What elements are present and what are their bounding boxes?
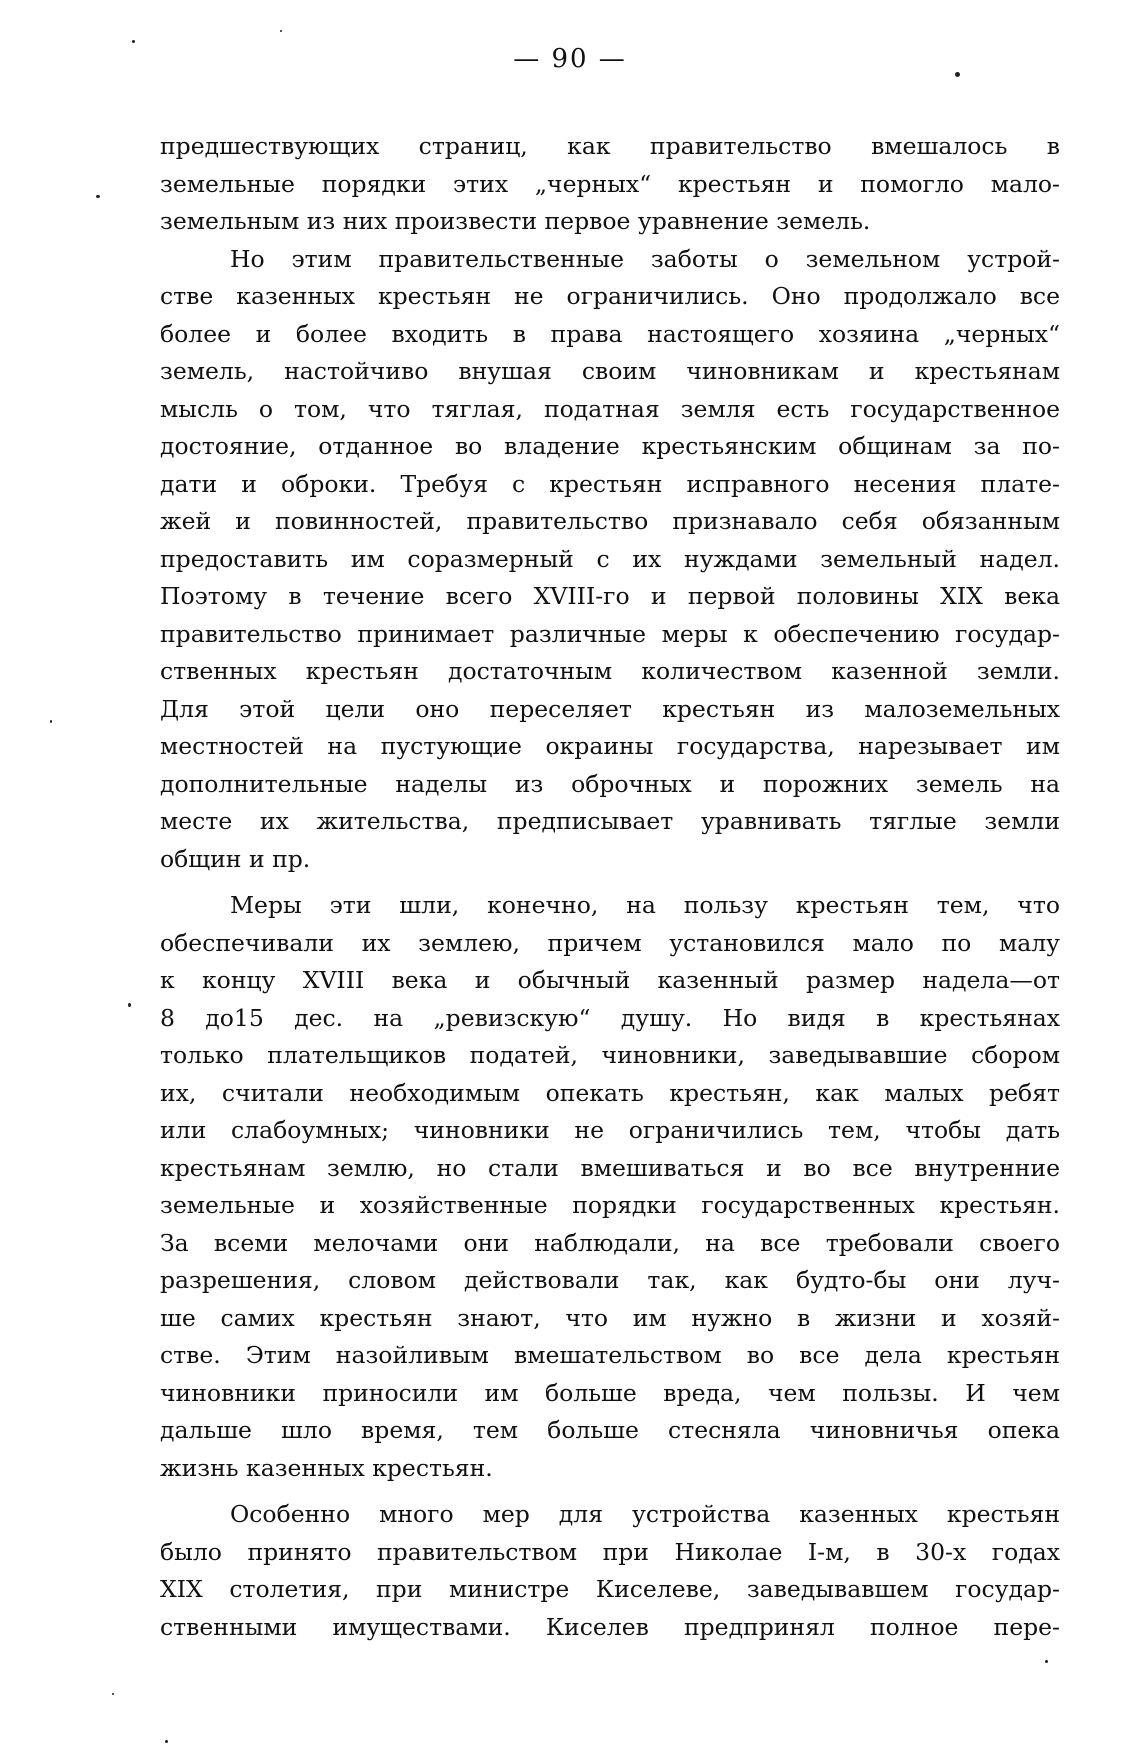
scan-speck [128, 1003, 131, 1007]
paragraph [160, 128, 1060, 241]
paragraph-gap [160, 878, 1060, 887]
text-line: XIX столетия, при министре Киселеве, заведывавшем государ- [160, 1575, 1060, 1603]
scan-speck [132, 40, 135, 43]
scan-speck [1045, 1660, 1048, 1663]
text-line: предоставить им соразмерный с их нуждами земельный надел. [160, 544, 1060, 573]
text-line: было принято правительством при Николае I-м, в 30-х годах [160, 1537, 1060, 1566]
text-line: месте их жительства, предписывает уравнивать тяглые земли [160, 807, 1060, 835]
text-line: Меры эти шли, конечно, на пользу крестьян тем, что [230, 891, 1060, 919]
text-line: местностей на пустующие окраины государства, нарезывает им [160, 732, 1060, 760]
text-line: или слабоумных; чиновники не ограничились тем, чтобы дать [160, 1116, 1060, 1144]
text-line: земельные порядки этих „черных“ крестьян и помогло мало- [160, 169, 1060, 198]
text-line: разрешения, словом действовали так, как будто-бы они луч- [160, 1266, 1060, 1294]
text-line: обеспечивали их землею, причем установился мало по малу [160, 928, 1060, 957]
paragraph [160, 887, 1060, 1487]
scan-speck [50, 720, 52, 723]
text-line: жизнь казенных крестьян. [160, 1453, 493, 1482]
text-line: дати и оброки. Требуя с крестьян исправного несения плате- [160, 469, 1060, 498]
text-line: более и более входить в права настоящего хозяина „черных“ [160, 319, 1060, 348]
text-line: 8 до15 дес. на „ревизскую“ душу. Но видя в крестьянах [160, 1003, 1060, 1032]
text-line: к концу XVIII века и обычный казенный размер надела—от [160, 966, 1060, 994]
text-line: земельные и хозяйственные порядки государственных крестьян. [160, 1191, 1060, 1219]
text-line: правительство принимает различные меры к обеспечению государ- [160, 619, 1060, 648]
text-line: Поэтому в течение всего XVIII-го и первой половины XIX века [160, 582, 1060, 610]
text-line: дальше шло время, тем больше стесняла чиновничья опека [160, 1416, 1060, 1444]
text-line: жей и повинностей, правительство признавало себя обязанным [160, 507, 1060, 535]
text-line: земельным из них произвести первое уравнение земель. [160, 207, 871, 235]
text-line: стве. Этим назойливым вмешательством во все дела крестьян [160, 1341, 1060, 1369]
text-line: За всеми мелочами они наблюдали, на все требовали своего [160, 1228, 1060, 1257]
text-line: дополнительные наделы из оброчных и порожних земель на [160, 769, 1060, 798]
text-line: только плательщиков податей, чиновники, заведывавшие сбором [160, 1041, 1060, 1069]
text-line: Особенно много мер для устройства казенных крестьян [230, 1500, 1060, 1528]
text-line: Но этим правительственные заботы о земельном устрой- [230, 244, 1060, 273]
text-line: Для этой цели оно переселяет крестьян из малоземельных [160, 694, 1060, 723]
text-line: земель, настойчиво внушая своим чиновникам и крестьянам [160, 357, 1060, 385]
paragraph-gap [160, 1487, 1060, 1496]
paragraph [160, 241, 1060, 879]
text-line: ственных крестьян достаточным количеством казенной земли. [160, 657, 1060, 685]
body-text [160, 128, 1060, 1646]
text-line: общин и пр. [160, 844, 311, 873]
scan-speck [280, 30, 282, 32]
scan-speck [112, 1693, 114, 1695]
text-line: достояние, отданное во владение крестьянским общинам за по- [160, 432, 1060, 460]
text-line: ственными имуществами. Киселев предпринял полное пере- [160, 1612, 1060, 1641]
text-line: их, считали необходимым опекать крестьян, как малых ребят [160, 1078, 1060, 1107]
text-line: крестьянам землю, но стали вмешиваться и во все внутренние [160, 1153, 1060, 1182]
text-line: ше самих крестьян знают, что им нужно в жизни и хозяй- [160, 1303, 1060, 1332]
scan-speck [96, 195, 100, 198]
text-line: предшествующих страниц, как правительство вмешалось в [160, 132, 1060, 160]
scan-speck [955, 72, 960, 77]
scan-speck [165, 1740, 168, 1743]
text-line: стве казенных крестьян не ограничились. Оно продолжало все [160, 282, 1060, 310]
paragraph [160, 1496, 1060, 1646]
text-line: мысль о том, что тяглая, податная земля есть государственное [160, 394, 1060, 423]
text-line: чиновники приносили им больше вреда, чем пользы. И чем [160, 1378, 1060, 1407]
page-number: — 90 — [513, 44, 627, 74]
